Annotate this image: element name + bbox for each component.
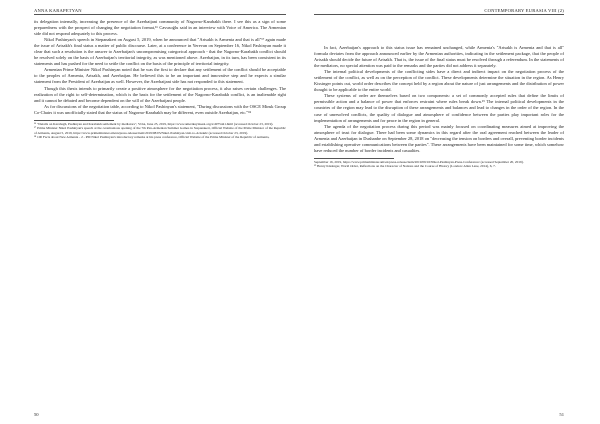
- page-number-right: 51: [559, 412, 564, 417]
- right-body-text: [314, 45, 564, 154]
- footnote: ¹⁸ 100 Facts about New Armenia - 2 - PM Nikol Pashinyan's introductory remarks at his press conference, Official Website of the Prime Minister of the Republic of Armenia,: [34, 134, 270, 139]
- footnote-rule: [34, 120, 114, 121]
- paragraph: The internal political developments of the conflicting sides have a direct and indirect impact on the negotiation process of the settlement of the conflict, as well as on the perception of the conflict. These developments determine the situation in the region. As Henry Kissinger points out, world order describes the concept held by a region about the nature of just arrangements and the distribution of power thought to be applicable to the entire world.: [314, 69, 564, 93]
- page-number-left: 50: [34, 412, 39, 417]
- footnote: ¹⁶ "Details on Karabagh, Pashinyan and Karabakh settlement by mediators", VOA, June 25, 2019, https://www.amerikayinsesi.org/a/4975441.html (accessed October 23, 2019).: [34, 121, 274, 126]
- paragraph: Nikol Pashinyan's speech in Stepanakert on August 5, 2019, when he announced that "Artsakh is Armenia and that is all"¹⁷ again made the issue of Artsakh's final status a matter of public discourse. Later, at a conference in Yerevan on September 16, Nikol Pashinyan made it clear that such a resolution is the answer to Azerbaijan's uncompromising categorical approach - that the Nagorno-Karabakh conflict should be resolved solely on the basis of Azerbaijan's territorial integrity, as was mentioned above. Azerbaijan, in its turn, has been consistent in its statements and has pushed for the need to settle the conflict on the basis of the principle of territorial integrity.: [34, 37, 286, 67]
- running-head-right: CONTEMPORARY EURASIA VIII (2): [314, 8, 564, 15]
- footnote: ¹⁷ Prime Minister Nikol Pashinyan's speech at the ceremonious opening of the 7th Pan-Armenian Summer Games in Stepanakert, Official Website of the Prime Minister of the Republic of Armenia, August 5, 2019, https://www.primeminister.am/en/press-release/item/2019/08/05/Nikol-Pashinyan-visit-to-Artsakh/ (accessed October 23, 2019).: [34, 126, 286, 135]
- paragraph: In fact, Azerbaijan's approach to this status issue has remained unchanged, while Armenia's "Artsakh is Armenia and that is all" formula deviates from the approach announced earlier by the Armenian authorities, indicating in the settlement package, that the people of Artsakh should decide the future of Artsakh. That is, the issue of the final status must be resolved through a referendum. In the statements of the mediators, no special attention was paid to the remarks and the parties did not address it separately.: [314, 45, 564, 69]
- paragraph: These systems of order are themselves based on two components: a set of commonly accepted rules that define the limits of permissible action and a balance of power that enforces restraint where rules break down.¹⁹ The internal political developments in the countries of the region may lead to the disruption of these arrangements and balances and lead to changes in the order of the region. In the case of unresolved conflicts, the quality of dialogue and atmosphere of confidence between the parties play important roles for the implementation of arrangements and for peace in the region in general.: [314, 93, 564, 123]
- footnote: September 16, 2019, https://www.primeminister.am/en/press-release/item/2019/09/16/Nikol-Pashinyan-Press-Conference/ (accessed September 20, 2019).: [314, 159, 524, 164]
- footnote-rule: [314, 158, 394, 159]
- paragraph: Armenian Prime Minister Nikol Pashinyan noted that he was the first to declare that any settlement of the conflict should be acceptable to the peoples of Armenia, Artsakh, and Azerbaijan. He believed this to be an important and innovative step and he expects a similar statement from the President of Azerbaijan as well. However, the Azerbaijani side has not responded to this statement.: [34, 67, 286, 85]
- left-body-text: [34, 19, 286, 116]
- footnote: ¹⁹ Henry Kissinger, World Order, Reflections on the Character of Nations and the Course of History (London: Allen Lane, 2014), 6, 7.: [314, 164, 496, 169]
- paragraph: Though this thesis intends to primarily create a positive atmosphere for the negotiation process, it also raises certain challenges. The realization of the right to self-determination, which is the basis for the settlement of the Nagorno-Karabakh conflict, is an inalienable right and it cannot be debated and become dependent on the will of the Azerbaijani people.: [34, 85, 286, 103]
- running-head-left: ANNA KARAPETYAN: [34, 8, 286, 15]
- right-page: [300, 0, 600, 424]
- right-footnotes: [314, 160, 564, 169]
- left-footnotes: [34, 122, 286, 140]
- paragraph: The agenda of the negotiation process during this period was mainly focused on coordinating measures aimed at improving the atmosphere of trust for dialogue. There had been some dynamics in this regard after the oral agreement reached between the leader of Armenia and Azerbaijan in Dushanbe on September 28, 2018 on "decreasing the tension on borders and overall, preventing border incidents and establishing operative communications between the parties". These arrangements have been maintained for some time, which somehow have reduced the number of border incidents and casualties.: [314, 123, 564, 153]
- paragraph: its delegation internally, increasing the presence of the Azerbaijani community of Nagorno-Karabakh there. I see this as a sign of some preparedness with the prospect of changing the negotiation format,¹⁶ Cavusoğlu said in an interview with Voice of America. The Armenian side did not respond adequately to this process.: [34, 19, 286, 37]
- paragraph: As for discussions of the negotiation table, according to Nikol Pashinyan's statement, "During discussions with the OSCE Minsk Group Co-Chairs it was unofficially stated that the status of Nagorno-Karabakh may be different, even outside Azerbaijan, etc."¹⁸: [34, 103, 286, 115]
